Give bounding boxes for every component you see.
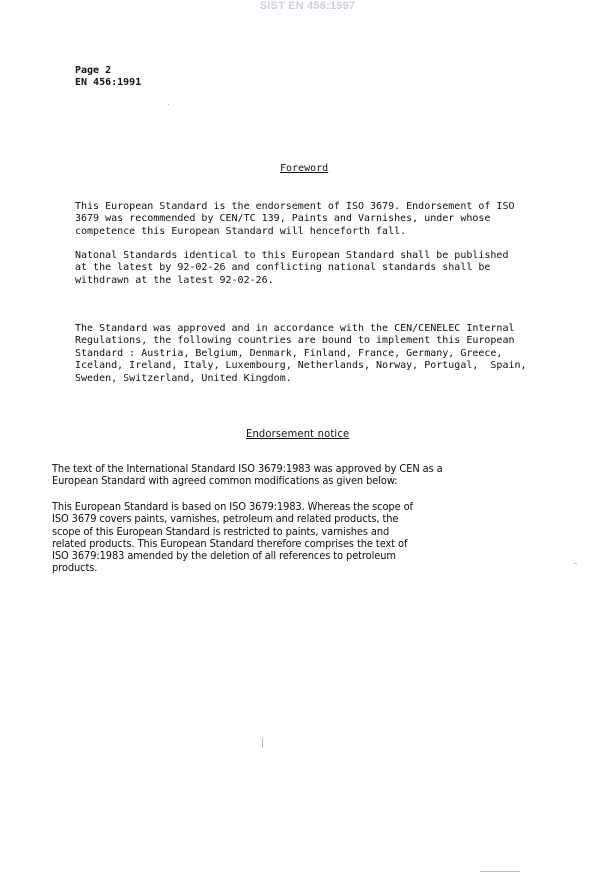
page-header xyxy=(75,65,141,90)
page-number: Page 2 xyxy=(75,65,112,76)
endorsement-paragraph-approval: The text of the International Standard ISO 3679:1983 was approved by CEN as a European Standard with agreed common modifications as given below: xyxy=(52,463,443,488)
scan-speck xyxy=(168,104,169,105)
foreword-paragraph-countries: The Standard was approved and in accordance with the CEN/CENELEC Internal Regulations, the following countries are bound to implement this European Standard : Austria, Belgium, Denmark, Finland, France, Germany, Greece, Iceland, Ireland, Italy, Luxembourg, Netherlands, Norway, Portugal, Spain, Sweden, Switzerland, United Kingdom. xyxy=(75,323,527,384)
endorsement-notice-heading: Endorsement notice xyxy=(246,427,350,440)
scan-speck xyxy=(574,563,577,564)
foreword-heading: Foreword xyxy=(280,163,329,174)
document-watermark: SIST EN 456:1997 xyxy=(259,0,356,12)
scan-speck xyxy=(262,738,263,748)
foreword-paragraph-endorsement: This European Standard is the endorsement of ISO 3679. Endorsement of ISO 3679 was recommended by CEN/TC 139, Paints and Varnishes, under whose competence this European Standard will henceforth fall. xyxy=(75,201,515,237)
foreword-paragraph-national-standards: Natonal Standards identical to this European Standard shall be published at the latest by 92-02-26 and conflicting national standards shall be withdrawn at the latest 92-02-26. xyxy=(75,250,509,286)
document-number: EN 456:1991 xyxy=(75,77,142,89)
endorsement-paragraph-scope: This European Standard is based on ISO 3679:1983. Whereas the scope of ISO 3679 covers paints, varnishes, petroleum and related products, the scope of this European Standard is restricted to paints, varnishes and related products. This European Standard therefore comprises the text of ISO 3679:1983 amended by the deletion of all references to petroleum products. xyxy=(52,501,413,575)
scan-speck xyxy=(480,871,520,872)
